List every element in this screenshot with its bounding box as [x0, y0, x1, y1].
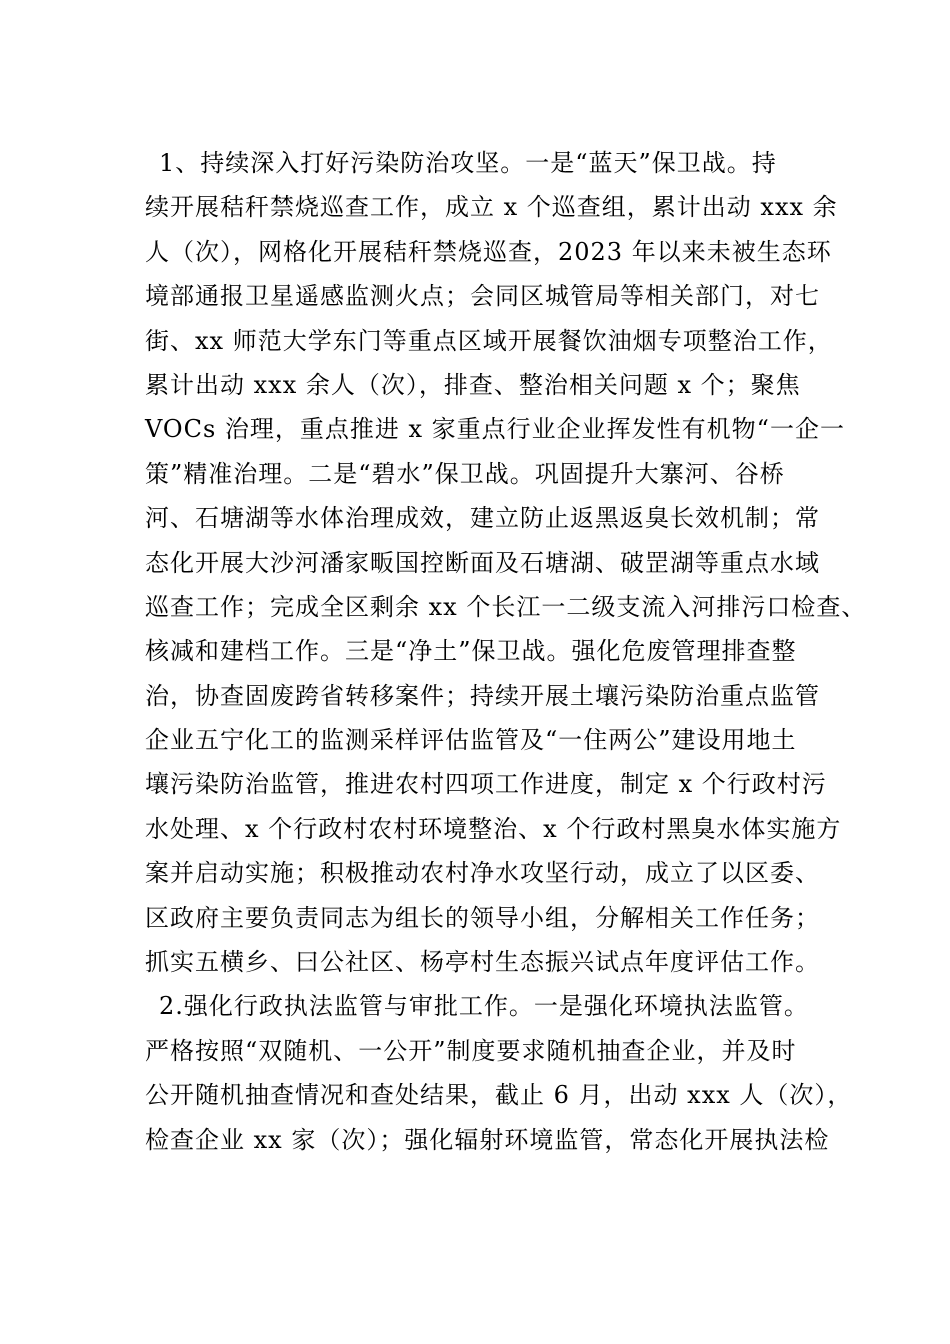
- text-line: 2.强化行政执法监管与审批工作。一是强化环境执法监管。: [159, 992, 809, 1021]
- text-line: 街、xx 师范大学东门等重点区域开展餐饮油烟专项整治工作，: [145, 326, 833, 355]
- text-line: 人（次），网格化开展秸秆禁烧巡查，2023 年以来未被生态环: [145, 237, 832, 266]
- text-line: 续开展秸秆禁烧巡查工作，成立 x 个巡查组，累计出动 xxx 余: [145, 193, 838, 222]
- text-line: 水处理、x 个行政村农村环境整治、x 个行政村黑臭水体实施方: [145, 814, 842, 843]
- text-line: 检查企业 xx 家（次）；强化辐射环境监管，常态化开展执法检: [145, 1125, 830, 1154]
- text-line: 境部通报卫星遥感监测火点；会同区城管局等相关部门，对七: [145, 282, 820, 311]
- paragraph-2: [145, 984, 853, 1162]
- text-line: 策”精准治理。二是“碧水”保卫战。巩固提升大寨河、谷桥: [145, 459, 785, 488]
- text-line: 态化开展大沙河潘家畈国控断面及石塘湖、破罡湖等重点水域: [145, 548, 820, 577]
- text-line: 1、持续深入打好污染防治攻坚。一是“蓝天”保卫战。持: [159, 149, 777, 177]
- text-line: 案并启动实施；积极推动农村净水攻坚行动，成立了以区委、: [145, 859, 820, 888]
- text-line: 抓实五横乡、曰公社区、杨亭村生态振兴试点年度评估工作。: [145, 948, 820, 977]
- text-line: 累计出动 xxx 余人（次），排查、整治相关问题 x 个；聚焦: [145, 370, 801, 399]
- text-line: 企业五宁化工的监测采样评估监管及“一住两公”建设用地土: [145, 726, 797, 755]
- text-line: 公开随机抽查情况和查处结果，截止 6 月，出动 xxx 人（次），: [145, 1081, 853, 1110]
- text-line: 严格按照“双随机、一公开”制度要求随机抽查企业，并及时: [145, 1036, 797, 1065]
- text-line: 核减和建档工作。三是“净土”保卫战。强化危废管理排查整: [145, 637, 797, 666]
- text-line: VOCs 治理，重点推进 x 家重点行业企业挥发性有机物“一企一: [145, 415, 845, 444]
- document-body: [145, 141, 867, 1162]
- paragraph-1: [145, 141, 867, 984]
- text-line: 巡查工作；完成全区剩余 xx 个长江一二级支流入河排污口检查、: [145, 592, 867, 621]
- text-line: 区政府主要负责同志为组长的领导小组，分解相关工作任务；: [145, 903, 820, 932]
- text-line: 壤污染防治监管，推进农村四项工作进度，制定 x 个行政村污: [145, 770, 827, 799]
- text-line: 河、石塘湖等水体治理成效，建立防止返黑返臭长效机制；常: [145, 504, 820, 533]
- text-line: 治，协查固废跨省转移案件；持续开展土壤污染防治重点监管: [145, 681, 820, 710]
